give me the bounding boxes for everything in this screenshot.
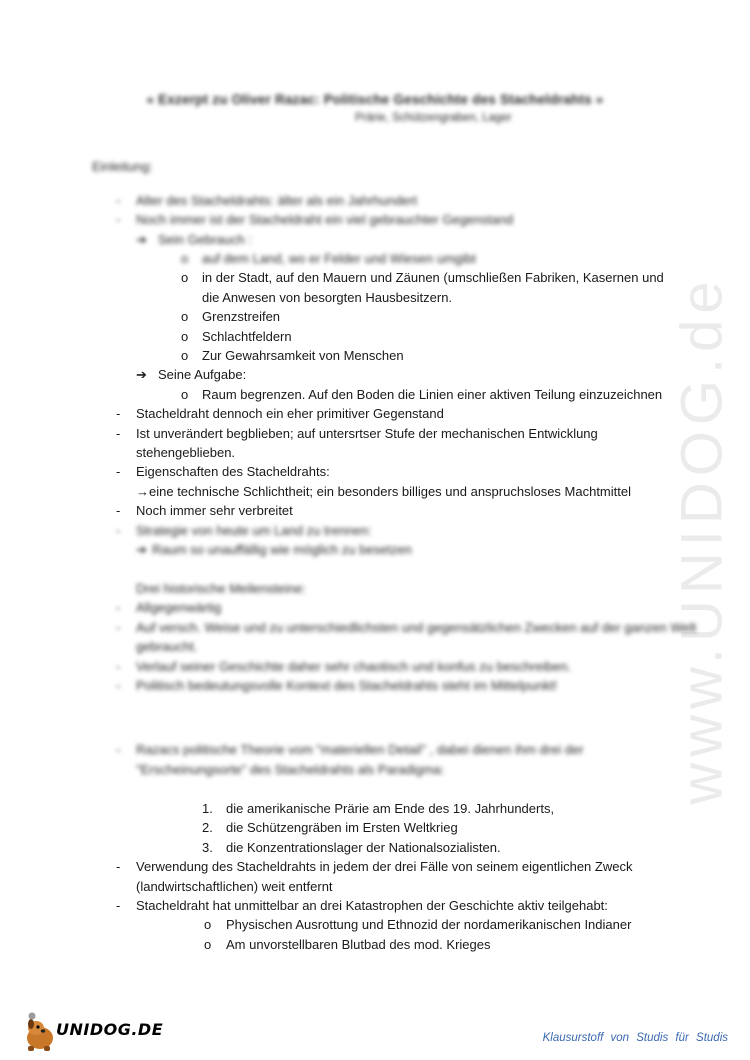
list-item: Am unvorstellbaren Blutbad des mod. Krieges [226, 937, 491, 952]
bullet-circle: o [181, 270, 189, 285]
bullet-dash: - [116, 898, 121, 913]
bullet-circle: o [181, 329, 189, 344]
list-item: Seine Aufgabe: [158, 367, 247, 382]
list-item: Raum begrenzen. Auf den Boden die Linien einer aktiven Teilung einzuzeichnen [202, 387, 663, 402]
bullet-dash: - [116, 742, 121, 757]
list-item-continued: gebraucht. [136, 639, 198, 654]
bullet-dash: - [116, 212, 121, 227]
arrow-icon: ➔ [136, 232, 147, 247]
numbered-item: die amerikanische Prärie am Ende des 19. Jahrhunderts, [226, 801, 555, 816]
list-item: in der Stadt, auf den Mauern und Zäunen (umschließen Fabriken, Kasernen und [202, 270, 664, 285]
number-marker: 1. [202, 801, 213, 816]
bullet-circle: o [181, 251, 189, 266]
list-item: Eigenschaften des Stacheldrahts: [136, 464, 330, 479]
bullet-dash: - [116, 859, 121, 874]
bullet-dash: - [116, 503, 121, 518]
number-marker: 3. [202, 840, 213, 855]
bullet-dash: - [116, 659, 121, 674]
list-item: Noch immer sehr verbreitet [136, 503, 293, 518]
list-item: Strategie von heute um Land zu trennen: [136, 523, 372, 538]
list-item-text: eine technische Schlichtheit; ein besonders billiges und anspruchsloses Machtmittel [149, 484, 631, 499]
list-item: Razacs politische Theorie vom "materiellen Detail" , dabei dienen ihm drei der [136, 742, 584, 757]
list-item: Grenzstreifen [202, 309, 281, 324]
arrow-icon: ➔ [136, 367, 147, 382]
bullet-dash: - [116, 464, 121, 479]
bullet-dash: - [116, 600, 121, 615]
document-subtitle: Prärie, Schützengraben, Lager [355, 112, 512, 124]
list-item: Auf versch. Weise und zu unterschiedlichsten und gegensätzlichen Zwecken auf der ganzen Welt [136, 620, 697, 635]
bullet-dash: - [116, 678, 121, 693]
list-item: Zur Gewahrsamkeit von Menschen [202, 348, 404, 363]
list-item: auf dem Land, wo er Felder und Wiesen umgibt [202, 251, 476, 266]
list-item: Physischen Ausrottung und Ethnozid der nordamerikanischen Indianer [226, 917, 632, 932]
bullet-circle: o [181, 309, 189, 324]
intro-heading: Einleitung: [92, 159, 153, 174]
bullet-circle: o [204, 917, 212, 932]
number-marker: 2. [202, 820, 213, 835]
numbered-item: die Schützengräben im Ersten Weltkrieg [226, 820, 458, 835]
section-heading: Drei historische Meilensteine: [136, 581, 306, 596]
footer-tagline: Klausurstoff von Studis für Studis [542, 1032, 728, 1044]
list-item: Allgegenwärtig [136, 600, 222, 615]
list-item: Schlachtfeldern [202, 329, 292, 344]
bullet-circle: o [181, 348, 189, 363]
list-item-continued: die Anwesen von besorgten Hausbesitzern. [202, 290, 453, 305]
bullet-dash: - [116, 523, 121, 538]
bullet-dash: - [116, 193, 121, 208]
list-item: Ist unverändert begblieben; auf untersrtser Stufe der mechanischen Entwicklung [136, 426, 598, 441]
document-title: « Exzerpt zu Oliver Razac: Politische Geschichte des Stacheldrahts » [146, 92, 604, 107]
watermark: www.UNIDOG.de [669, 275, 735, 805]
numbered-item: die Konzentrationslager der Nationalsozialisten. [226, 840, 501, 855]
list-item: Verlauf seiner Geschichte daher sehr chaotisch und konfus zu beschreiben. [136, 659, 572, 674]
list-item: Stacheldraht dennoch ein eher primitiver Gegenstand [136, 406, 444, 421]
bullet-circle: o [204, 937, 212, 952]
list-item: Alter des Stacheldrahts: älter als ein Jahrhundert [136, 193, 418, 208]
list-item-continued: "Erscheinungsorte" des Stacheldrahts als Paradigma: [136, 762, 445, 777]
list-item-continued: (landwirtschaftlichen) weit entfernt [136, 879, 333, 894]
list-item: Noch immer ist der Stacheldraht ein viel gebrauchter Gegenstand [136, 212, 514, 227]
arrow-icon: ➔ [136, 542, 147, 557]
bullet-dash: - [116, 620, 121, 635]
bullet-dash: - [116, 406, 121, 421]
list-item: Politisch bedeutungsvolle Kontext des Stacheldrahts steht im Mittelpunkt! [136, 678, 558, 693]
bullet-circle: o [181, 387, 189, 402]
list-item: Raum so unauffällig wie möglich zu besetzen [152, 542, 412, 557]
arrow-icon: → [136, 484, 149, 499]
list-item-continued [136, 483, 631, 501]
bullet-dash: - [116, 426, 121, 441]
list-item: Stacheldraht hat unmittelbar an drei Katastrophen der Geschichte aktiv teilgehabt: [136, 898, 608, 913]
list-item: Verwendung des Stacheldrahts in jedem der drei Fälle von seinem eigentlichen Zweck [136, 859, 633, 874]
logo-text: UNIDOG.DE [56, 1020, 164, 1039]
list-item: Sein Gebrauch : [158, 232, 252, 247]
list-item-continued: stehengeblieben. [136, 445, 236, 460]
